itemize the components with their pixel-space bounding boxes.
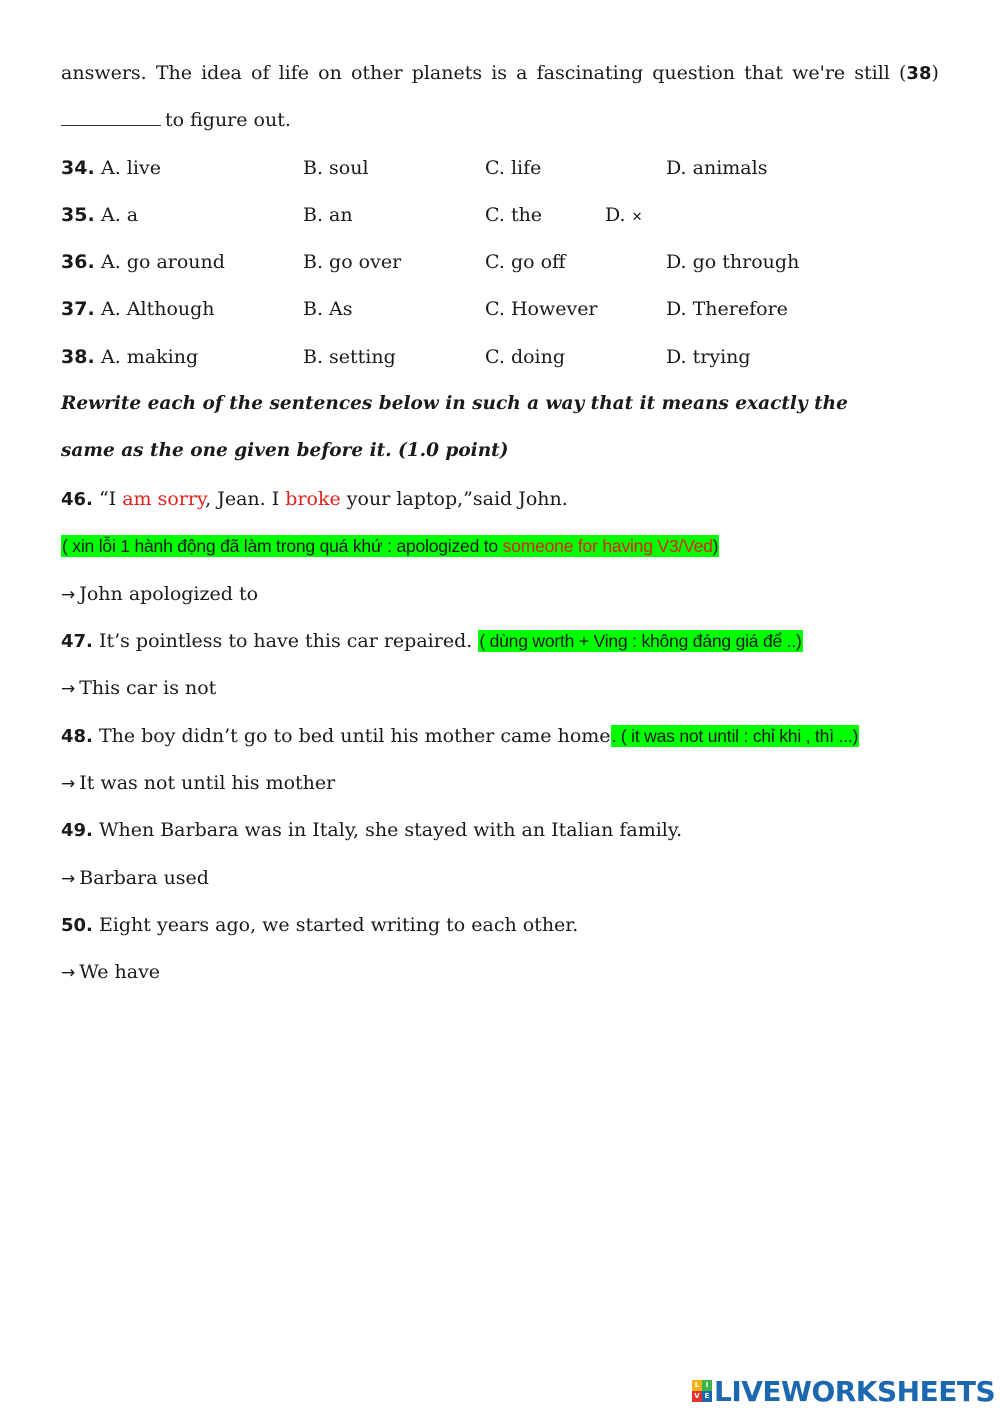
question-46: 46. “I am sorry, Jean. I broke your laptop,”said John. xyxy=(61,488,568,510)
option-b[interactable]: B. soul xyxy=(303,157,369,179)
passage-word: fascinating xyxy=(536,62,644,84)
passage-word: answers. xyxy=(61,62,147,84)
highlight-red: am sorry xyxy=(122,488,206,510)
logo-mark-icon: L I V E xyxy=(692,1380,712,1402)
option-c[interactable]: C. However xyxy=(485,298,598,320)
option-d[interactable]: D. ✕ xyxy=(605,204,643,226)
right-arrow-icon: → xyxy=(61,869,76,889)
option-a[interactable]: A. Although xyxy=(101,298,215,320)
option-a[interactable]: A. making xyxy=(101,346,199,368)
answer-line-49[interactable]: → Barbara used xyxy=(61,867,209,889)
answer-line-48[interactable]: → It was not until his mother xyxy=(61,772,336,794)
right-arrow-icon: → xyxy=(61,963,76,983)
section-instructions-line-2: same as the one given before it. (1.0 point) xyxy=(61,440,509,461)
option-d[interactable]: D. animals xyxy=(666,157,768,179)
option-a[interactable]: A. go around xyxy=(101,251,225,273)
passage-word: idea xyxy=(201,62,242,84)
passage-ref-38: (38) xyxy=(899,62,939,84)
passage-word: question xyxy=(652,62,736,84)
highlight-red: broke xyxy=(285,488,341,510)
passage-word: that xyxy=(744,62,783,84)
answer-line-47[interactable]: → This car is not xyxy=(61,677,217,699)
answer-blank-38[interactable] xyxy=(61,107,161,126)
option-b[interactable]: B. go over xyxy=(303,251,402,273)
passage-word: life xyxy=(278,62,310,84)
hint-note-47: ( dùng worth + Ving : không đáng giá để ..) xyxy=(479,631,802,651)
right-arrow-icon: → xyxy=(61,774,76,794)
option-c[interactable]: C. life xyxy=(485,157,542,179)
right-arrow-icon: → xyxy=(61,585,76,605)
question-48: 48. The boy didn’t go to bed until his mother came home. ( it was not until : chỉ khi , thì ...) xyxy=(61,725,859,747)
passage-word: still xyxy=(854,62,890,84)
option-b[interactable]: B. As xyxy=(303,298,353,320)
option-b[interactable]: B. an xyxy=(303,204,353,226)
option-a[interactable]: A. live xyxy=(101,157,161,179)
option-a[interactable]: A. a xyxy=(101,204,139,226)
passage-word: is xyxy=(491,62,508,84)
passage-word: we're xyxy=(792,62,846,84)
passage-word: on xyxy=(318,62,342,84)
passage-word: planets xyxy=(411,62,483,84)
question-47: 47. It’s pointless to have this car repaired. ( dùng worth + Ving : không đáng giá để ..) xyxy=(61,630,802,652)
section-instructions-line-1: Rewrite each of the sentences below in such a way that it means exactly the xyxy=(61,393,848,414)
passage-line-2: to figure out. xyxy=(61,107,291,133)
passage-word: of xyxy=(251,62,270,84)
passage-line-1 xyxy=(61,60,939,87)
liveworksheets-logo[interactable] xyxy=(692,1374,995,1408)
passage-word: other xyxy=(350,62,403,84)
logo-text: LIVEWORKSHEETS xyxy=(714,1374,996,1408)
option-d[interactable]: D. go through xyxy=(666,251,800,273)
hint-note-46: ( xin lỗi 1 hành động đã làm trong quá khứ : apologized to someone for having V3/Ved) xyxy=(62,536,719,556)
option-c[interactable]: C. go off xyxy=(485,251,566,273)
option-b[interactable]: B. setting xyxy=(303,346,396,368)
passage-word: The xyxy=(155,62,192,84)
option-c[interactable]: C. doing xyxy=(485,346,566,368)
cross-icon: ✕ xyxy=(631,210,643,225)
hint-note-48: . ( it was not until : chỉ khi , thì ...) xyxy=(611,726,859,746)
answer-line-46[interactable]: → John apologized to xyxy=(61,583,259,605)
option-d[interactable]: D. trying xyxy=(666,346,751,368)
answer-line-50[interactable]: → We have xyxy=(61,961,161,983)
option-d[interactable]: D. Therefore xyxy=(666,298,788,320)
question-50: 50. Eight years ago, we started writing to each other. xyxy=(61,914,579,936)
right-arrow-icon: → xyxy=(61,679,76,699)
passage-word: a xyxy=(516,62,528,84)
option-c[interactable]: C. the xyxy=(485,204,543,226)
worksheet-page: answers. The idea of life on other planets is a fascinating question that we're still (38) to figure out. 34. A. live B. soul C. life D. animals 35. A. a B. an C. the D. ✕ 36. A. go around B. go over C. go off D. go through 37. A. Although B. As C. However D. Therefore 38. A. making B. setting C. doing D. trying Rewrite each of the sentences below in such a way that it means exactly the same as the one given before it. (1.0 point) 46. “I am sorry, Jean. I broke your laptop,”said John. ( xin lỗi 1 hành động đã làm trong quá khứ : apologized to someone for having V3/Ved) → John apologized to 47. It’s pointless to have this car repaired. ( dùng worth + Ving : không đáng giá để ..) → This car is not 48. The boy didn’t go to bed until his mother came home. ( it was not until : chỉ khi , thì ...) → It was not until his mother 49. When Barbara was in Italy, she stayed with an Italian family. → Barbara used 50. Eight years ago, we started writing to each other. → We have L I V E LIVEWORKSHEETS xyxy=(61,62,996,1408)
question-49: 49. When Barbara was in Italy, she stayed with an Italian family. xyxy=(61,819,683,841)
